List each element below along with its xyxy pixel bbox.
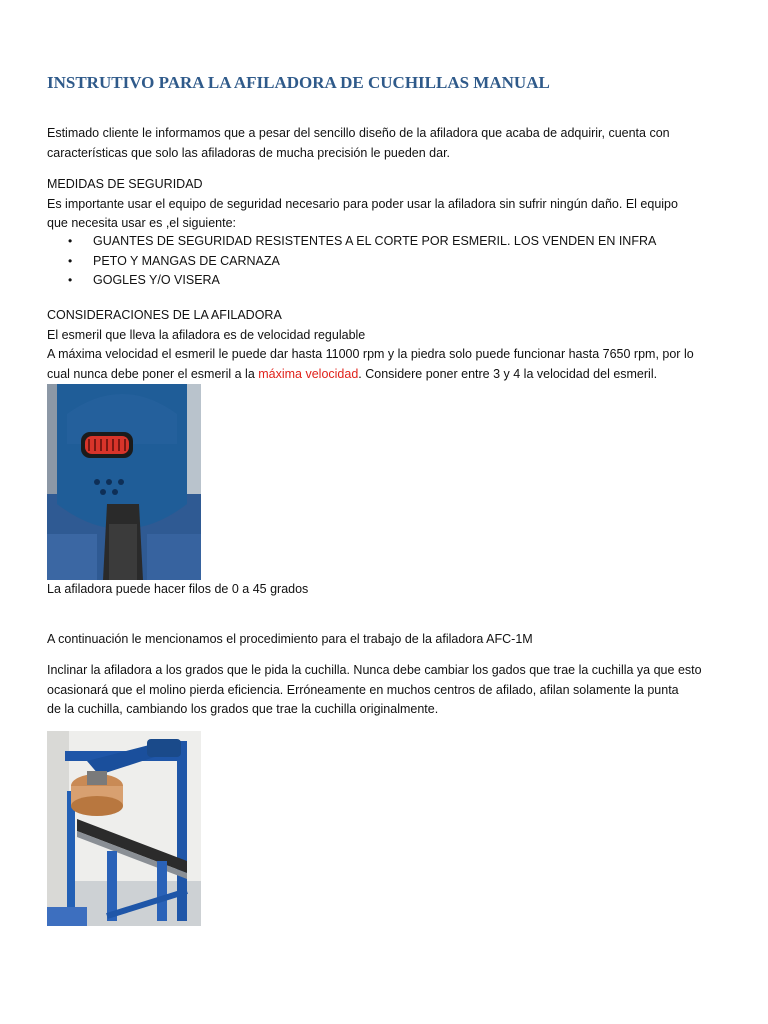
considerations-line: A máxima velocidad el esmeril le puede dar hasta 11000 rpm y la piedra solo puede funcionar hasta 7650 rpm, por lo xyxy=(47,347,694,361)
safety-line: Es importante usar el equipo de seguridad necesario para poder usar la afiladora sin sufrir ningún daño. El equipo xyxy=(47,196,678,211)
list-item: • GOGLES Y/O VISERA xyxy=(47,271,656,291)
considerations-line: El esmeril que lleva la afiladora es de velocidad regulable xyxy=(47,327,366,342)
document-title: INSTRUTIVO PARA LA AFILADORA DE CUCHILLAS MANUAL xyxy=(47,73,550,92)
grinder-speed-dial-photo xyxy=(47,384,201,580)
safety-heading: MEDIDAS DE SEGURIDAD xyxy=(47,177,203,191)
bullet-icon: • xyxy=(68,253,73,268)
considerations-heading: CONSIDERACIONES DE LA AFILADORA xyxy=(47,308,282,322)
procedure-line: Inclinar la afiladora a los grados que le pida la cuchilla. Nunca debe cambiar los gados que trae la cuchilla ya que esto xyxy=(47,663,702,677)
bullet-icon: • xyxy=(68,273,73,287)
list-item: • PETO Y MANGAS DE CARNAZA xyxy=(47,252,656,272)
considerations-section xyxy=(47,306,727,384)
max-speed-highlight: máxima velocidad xyxy=(258,366,359,381)
list-item: • GUANTES DE SEGURIDAD RESISTENTES A EL CORTE POR ESMERIL. LOS VENDEN EN INFRA xyxy=(47,232,656,252)
safety-equipment-list xyxy=(47,232,656,291)
safety-line: que necesita usar es ,el siguiente: xyxy=(47,216,237,230)
procedure-paragraph xyxy=(47,661,727,720)
intro-line: Estimado cliente le informamos que a pesar del sencillo diseño de la afiladora que acaba de adquirir, cuenta con xyxy=(47,126,670,140)
sharpener-machine-photo xyxy=(47,731,201,926)
bullet-icon: • xyxy=(68,234,73,248)
intro-line: características que solo las afiladoras de mucha precisión le pueden dar. xyxy=(47,145,451,160)
procedure-intro: A continuación le mencionamos el procedimiento para el trabajo de la afiladora AFC-1M xyxy=(47,632,533,646)
procedure-line: ocasionará que el molino pierda eficiencia. Erróneamente en muchos centros de afilado, afilan solamente la punta xyxy=(47,682,679,697)
procedure-line: de la cuchilla, cambiando los grados que trae la cuchilla originalmente. xyxy=(47,702,439,716)
intro-paragraph xyxy=(47,124,727,163)
considerations-line: cual nunca debe poner el esmeril a la máxima velocidad. Considere poner entre 3 y 4 la velocidad del esmeril. xyxy=(47,366,658,381)
safety-section xyxy=(47,175,727,234)
figure-caption: La afiladora puede hacer filos de 0 a 45 grados xyxy=(47,582,309,596)
